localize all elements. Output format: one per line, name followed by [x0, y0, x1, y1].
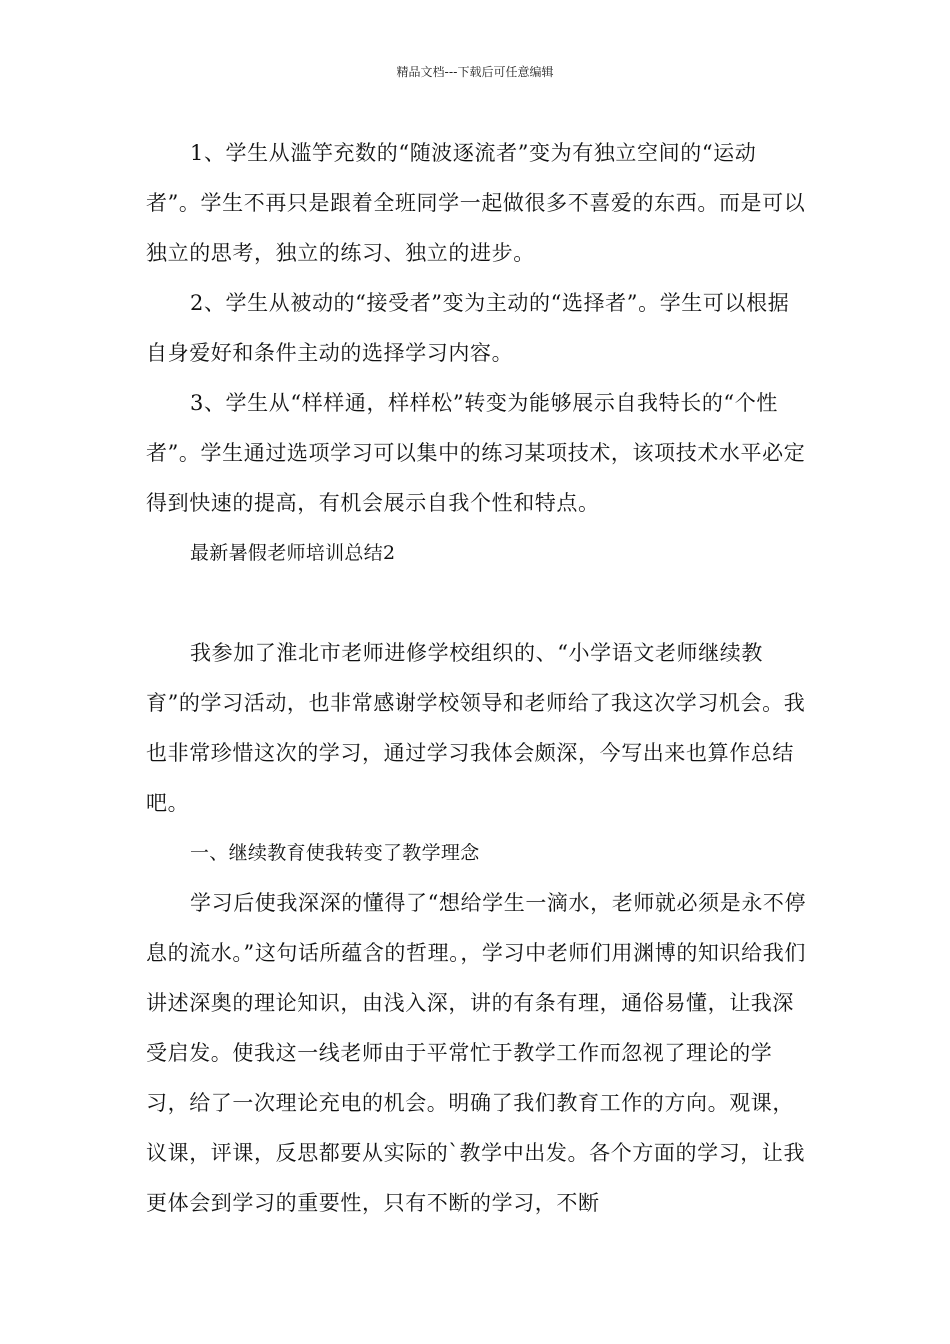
section-title: 最新暑假老师培训总结2 [190, 542, 396, 564]
paragraph-3: 3、学生从“样样通，样样松”转变为能够展示自我特长的“个性者”。学生通过选项学习可以集中的练习某项技术，该项技术水平必定得到快速的提高，有机会展示自我个性和特点。 [146, 391, 806, 515]
blank-line [146, 578, 810, 628]
document-body [146, 128, 810, 1228]
page-header: 精品文档---下载后可任意编辑 [396, 65, 554, 79]
paragraph-4: 我参加了淮北市老师进修学校组织的、“小学语文老师继续教育”的学习活动，也非常感谢学校领导和老师给了我这次学习机会。我也非常珍惜这次的学习，通过学习我体会颇深，今写出来也算作总结吧。 [146, 641, 806, 815]
paragraph-1: 1、学生从滥竽充数的“随波逐流者”变为有独立空间的“运动者”。学生不再只是跟着全班同学一起做很多不喜爱的东西。而是可以独立的思考，独立的练习、独立的进步。 [146, 141, 806, 265]
subheading: 一、继续教育使我转变了教学理念 [190, 842, 480, 864]
paragraph-2: 2、学生从被动的“接受者”变为主动的“选择者”。学生可以根据自身爱好和条件主动的选择学习内容。 [146, 291, 790, 365]
paragraph-5: 学习后使我深深的懂得了“想给学生一滴水，老师就必须是永不停息的流水。”这句话所蕴含的哲理。，学习中老师们用渊博的知识给我们讲述深奥的理论知识，由浅入深，讲的有条有理，通俗易懂，让我深受启发。使我这一线老师由于平常忙于教学工作而忽视了理论的学习，给了一次理论充电的机会。明确了我们教育工作的方向。观课，议课，评课，反思都要从实际的`教学中出发。各个方面的学习，让我更体会到学习的重要性，只有不断的学习，不断 [146, 891, 807, 1215]
